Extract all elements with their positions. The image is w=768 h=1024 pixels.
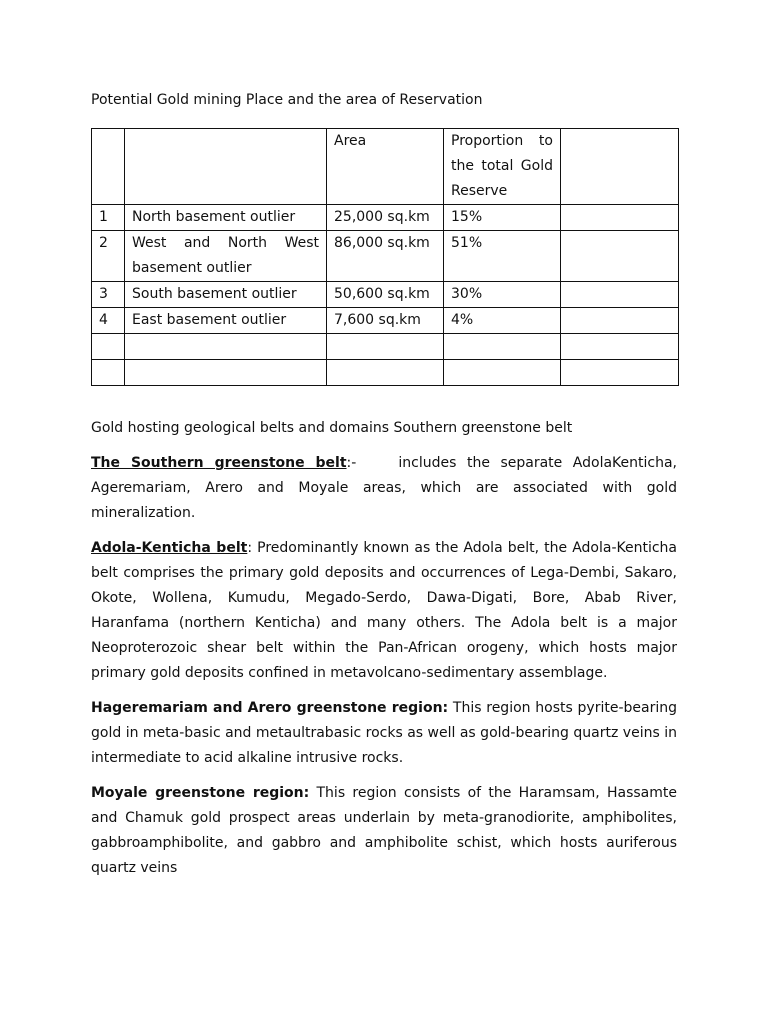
table-row <box>92 360 679 386</box>
table-cell <box>125 334 327 360</box>
table-cell <box>561 360 679 386</box>
table-row <box>92 205 679 231</box>
paragraph-text: This region consists of the Haramsam, Hassamte and Chamuk gold prospect areas underlain by meta-granodiorite, amphibolites, gabbroamphibolite, and gabbro and amphibolite schist, which hosts auriferous quartz veins <box>91 785 677 876</box>
table-row <box>92 231 679 282</box>
table-cell <box>444 334 561 360</box>
table-cell <box>444 360 561 386</box>
table-cell: 2 <box>92 231 125 282</box>
table-cell <box>561 231 679 282</box>
table-cell: 86,000 sq.km <box>327 231 444 282</box>
table-cell: 30% <box>444 282 561 308</box>
table-header-row <box>92 129 679 205</box>
paragraph-term: Moyale greenstone region: <box>91 785 310 801</box>
table-cell <box>327 334 444 360</box>
paragraph-separator: : <box>247 540 253 556</box>
table-cell <box>125 360 327 386</box>
table-cell: West and North West basement outlier <box>125 231 327 282</box>
header-cell-proportion: Proportion to the total Gold Reserve <box>444 129 561 205</box>
table-cell: 3 <box>92 282 125 308</box>
paragraph-term: Hageremariam and Arero greenstone region: <box>91 700 449 716</box>
table-cell <box>561 205 679 231</box>
table-cell: 15% <box>444 205 561 231</box>
table-cell: South basement outlier <box>125 282 327 308</box>
table-title: Potential Gold mining Place and the area of Reservation <box>91 92 483 108</box>
table-cell: 4% <box>444 308 561 334</box>
header-cell-area: Area <box>327 129 444 205</box>
table-row <box>92 282 679 308</box>
paragraph-term: The Southern greenstone belt <box>91 455 347 471</box>
paragraph-southern-greenstone-belt <box>91 451 677 526</box>
paragraph-text: Predominantly known as the Adola belt, the Adola-Kenticha belt comprises the primary gold deposits and occurrences of Lega-Dembi, Sakaro, Okote, Wollena, Kumudu, Megado-Serdo, Dawa-Digati, Bore, Abab River, Haranfama (northern Kenticha) and many others. The Adola belt is a major Neoproterozoic shear belt within the Pan-African orogeny, which hosts major primary gold deposits confined in metavolcano-sedimentary assemblage. <box>91 540 677 681</box>
table-cell: 50,600 sq.km <box>327 282 444 308</box>
header-cell-name <box>125 129 327 205</box>
paragraph-hageremariam-arero-region <box>91 696 677 771</box>
paragraph-text: This region hosts pyrite-bearing gold in meta-basic and metaultrabasic rocks as well as gold-bearing quartz veins in intermediate to acid alkaline intrusive rocks. <box>91 700 677 766</box>
table-cell: 4 <box>92 308 125 334</box>
paragraph-term: Adola-Kenticha belt <box>91 540 248 556</box>
paragraph-separator: :- <box>346 455 357 471</box>
table-cell: North basement outlier <box>125 205 327 231</box>
table-cell <box>92 360 125 386</box>
table-row <box>92 334 679 360</box>
paragraph-text: includes the separate AdolaKenticha, Ageremariam, Arero and Moyale areas, which are associated with gold mineralization. <box>91 455 677 521</box>
paragraph-moyale-region <box>91 781 677 881</box>
section-heading: Gold hosting geological belts and domains Southern greenstone belt <box>91 420 573 436</box>
header-cell-extra <box>561 129 679 205</box>
table-cell: East basement outlier <box>125 308 327 334</box>
table-cell: 51% <box>444 231 561 282</box>
table-cell <box>561 308 679 334</box>
table-cell: 7,600 sq.km <box>327 308 444 334</box>
paragraph-adola-kenticha-belt <box>91 536 677 686</box>
table-cell <box>92 334 125 360</box>
table-cell: 1 <box>92 205 125 231</box>
table-cell <box>561 282 679 308</box>
table-cell: 25,000 sq.km <box>327 205 444 231</box>
document-page <box>91 88 677 891</box>
table-row <box>92 308 679 334</box>
table-cell <box>561 334 679 360</box>
header-cell-number <box>92 129 125 205</box>
table-cell <box>327 360 444 386</box>
gold-reserve-table <box>91 128 679 386</box>
